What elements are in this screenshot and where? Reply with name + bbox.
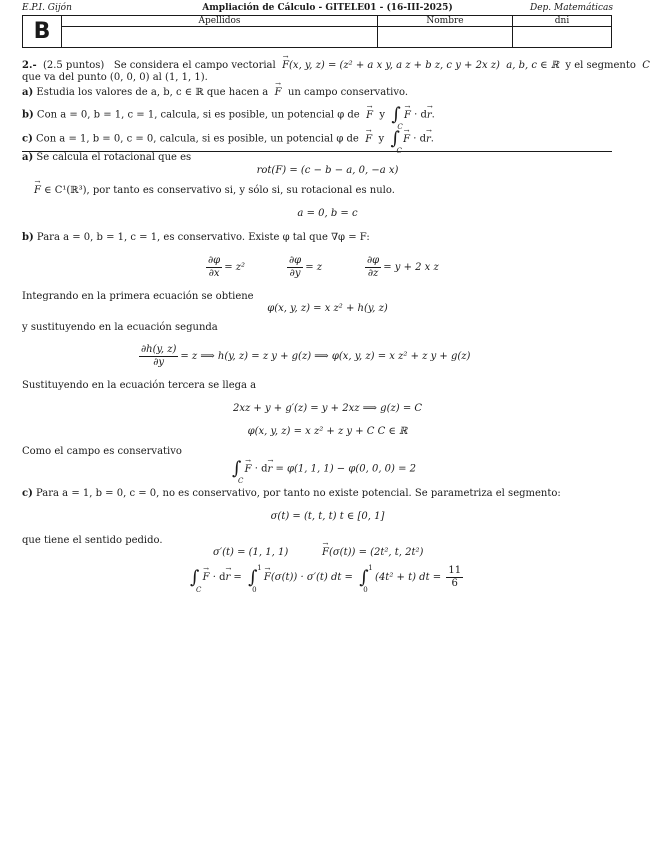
substitution-second-text: y sustituyendo en la ecuación segunda	[22, 322, 218, 333]
dni-field[interactable]	[513, 27, 612, 48]
conservative-condition: a = 0, b = c	[297, 208, 358, 219]
part-b-statement: b) Con a = 0, b = 1, c = 1, calcula, si es posible, un potencial φ de → F y ∫ C → F · d→ r.	[22, 106, 435, 124]
substitution-third-text: Sustituyendo en la ecuación tercera se llega a	[22, 380, 257, 391]
nombre-field[interactable]	[378, 27, 513, 48]
solution-c-intro: c) Para a = 1, b = 0, c = 0, no es conservativo, por tanto no existe potencial. Se parametriza el segmento:	[22, 488, 561, 499]
h-derivation: $\frac{\partial h(y, z)}{\partial y}$ = z ⟹ h(y, z) = z y + g(z) ⟹ φ(x, y, z) = x z² + z y + g(z)	[141, 344, 471, 368]
sense-text: que tiene el sentido pedido.	[22, 535, 163, 546]
pde-y: $\frac{\partial\varphi}{\partial y}$ = z	[289, 255, 323, 279]
col-dni: dni	[513, 16, 612, 27]
phi-partial: φ(x, y, z) = x z² + h(y, z)	[267, 303, 388, 314]
final-integral: ∫ C → F · d→ r = ∫ 1 0 → F(σ(t)) · σ′(t) dt = ∫ 1 0 (4t² + t) dt = $\frac{11}{6}$	[190, 566, 465, 589]
phi-final: φ(x, y, z) = x z² + z y + C C ∈ ℝ	[247, 426, 408, 437]
solution-b-intro: b) Para a = 0, b = 1, c = 1, es conservativo. Existe φ tal que ∇φ = F:	[22, 232, 370, 243]
problem-statement-line2: que va del punto (0, 0, 0) al (1, 1, 1).	[22, 72, 208, 83]
exam-title: Ampliación de Cálculo - GITELE01 - (16-III-2025)	[202, 3, 453, 13]
problem-statement-line1: 2.- (2.5 puntos) Se considera el campo vectorial → F(x, y, z) = (z² + a x y, a z + b z, c y + 2x z) a, b, c ∈ ℝ y el segmento C	[22, 61, 650, 71]
student-info-table	[22, 15, 612, 48]
col-nombre: Nombre	[378, 16, 513, 27]
pde-z: $\frac{\partial\varphi}{\partial z}$ = y + 2 x z	[367, 255, 439, 279]
rotational-formula: rot(F) = (c − b − a, 0, −a x)	[256, 165, 399, 176]
integration-text: Integrando en la primera ecuación se obtiene	[22, 291, 254, 302]
school-name: E.P.I. Gijón	[22, 3, 72, 13]
apellidos-field[interactable]	[62, 27, 378, 48]
solution-a-intro: a) Se calcula el rotacional que es	[22, 152, 192, 163]
department-name: Dep. Matemáticas	[530, 3, 613, 13]
col-apellidos: Apellidos	[62, 16, 378, 27]
pde-x: $\frac{\partial\varphi}{\partial x}$ = z²	[208, 255, 246, 279]
g-derivation: 2xz + y + g′(z) = y + 2xz ⟹ g(z) = C	[232, 403, 423, 414]
part-c-statement: c) Con a = 1, b = 0, c = 0, calcula, si es posible, un potencial φ de → F y ∫ C → F · d→ r.	[22, 130, 434, 148]
F-of-sigma: → F(σ(t)) = (2t², t, 2t²)	[322, 548, 423, 558]
conservative-text: Como el campo es conservativo	[22, 446, 182, 457]
line-integral-result: ∫ C → F · d→ r = φ(1, 1, 1) − φ(0, 0, 0) = 2	[232, 460, 416, 478]
sigma-derivative: σ′(t) = (1, 1, 1)	[213, 547, 289, 558]
solution-a-c1: → F ∈ C¹(ℝ³), por tanto es conservativo si, y sólo si, su rotacional es nulo.	[34, 186, 395, 196]
exam-version-letter: B	[23, 16, 62, 48]
segment-parametrization: σ(t) = (t, t, t) t ∈ [0, 1]	[270, 511, 385, 522]
part-a-statement: a) Estudia los valores de a, b, c ∈ ℝ que hacen a → F un campo conservativo.	[22, 88, 408, 98]
